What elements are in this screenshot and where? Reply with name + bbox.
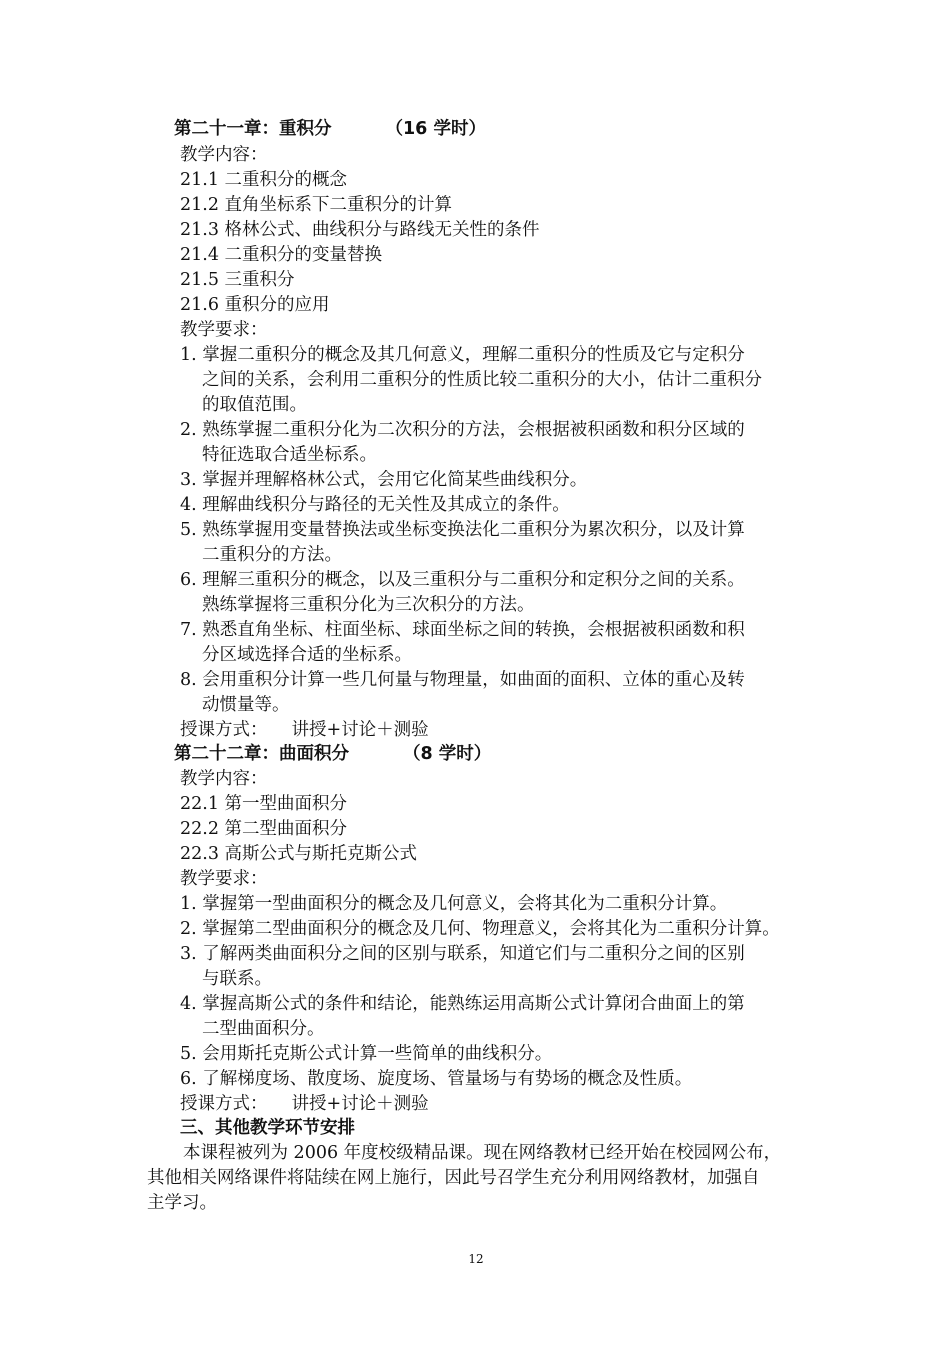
chapter-22-content-label: 教学内容： (180, 769, 268, 789)
requirement-line: 6. 了解梯度场、散度场、旋度场、管量场与有势场的概念及性质。 (180, 1069, 693, 1089)
paragraph-line: 其他相关网络课件将陆续在网上施行，因此号召学生充分利用网络教材，加强自 (147, 1168, 760, 1188)
requirement-line: 动惯量等。 (202, 695, 290, 715)
requirement-line: 与联系。 (202, 969, 272, 989)
requirement-line: 8. 会用重积分计算一些几何量与物理量，如曲面的面积、立体的重心及转 (180, 670, 745, 690)
requirement-line: 1. 掌握第一型曲面积分的概念及几何意义，会将其化为二重积分计算。 (180, 894, 728, 914)
section-item: 22.3 高斯公式与斯托克斯公式 (180, 844, 418, 864)
chapter-21-requirements-label: 教学要求： (180, 320, 268, 340)
chapter-21-heading (174, 117, 486, 141)
requirement-line: 3. 了解两类曲面积分之间的区别与联系，知道它们与二重积分之间的区别 (180, 944, 745, 964)
requirement-line: 2. 掌握第二型曲面积分的概念及几何、物理意义，会将其化为二重积分计算。 (180, 919, 780, 939)
section-3-heading: 三、其他教学环节安排 (180, 1118, 355, 1138)
requirement-line: 7. 熟悉直角坐标、柱面坐标、球面坐标之间的转换，会根据被积函数和积 (180, 620, 745, 640)
chapter-21-hours: （16 学时） (385, 119, 486, 139)
requirement-line: 4. 理解曲线积分与路径的无关性及其成立的条件。 (180, 495, 570, 515)
section-item: 21.3 格林公式、曲线积分与路线无关性的条件 (180, 220, 540, 240)
section-item: 21.2 直角坐标系下二重积分的计算 (180, 195, 453, 215)
requirement-line: 2. 熟练掌握二重积分化为二次积分的方法，会根据被积函数和积分区域的 (180, 420, 745, 440)
chapter-21-content-label: 教学内容： (180, 145, 268, 165)
chapter-22-hours: （8 学时） (403, 744, 492, 764)
section-item: 21.4 二重积分的变量替换 (180, 245, 383, 265)
section-item: 21.5 三重积分 (180, 270, 295, 290)
requirement-line: 1. 掌握二重积分的概念及其几何意义，理解二重积分的性质及它与定积分 (180, 345, 745, 365)
requirement-line: 4. 掌握高斯公式的条件和结论，能熟练运用高斯公式计算闭合曲面上的第 (180, 994, 745, 1014)
teaching-mode-value: 讲授+讨论＋测验 (291, 720, 429, 740)
requirement-line: 的取值范围。 (202, 395, 307, 415)
requirement-line: 5. 会用斯托克斯公式计算一些简单的曲线积分。 (180, 1044, 553, 1064)
section-item: 22.1 第一型曲面积分 (180, 794, 348, 814)
paragraph-line: 主学习。 (147, 1193, 217, 1213)
requirement-line: 二重积分的方法。 (202, 545, 342, 565)
requirement-line: 分区域选择合适的坐标系。 (202, 645, 412, 665)
section-item: 21.1 二重积分的概念 (180, 170, 348, 190)
teaching-mode-label: 授课方式： (180, 720, 268, 740)
teaching-mode-label: 授课方式： (180, 1094, 268, 1114)
requirement-line: 二型曲面积分。 (202, 1019, 325, 1039)
chapter-22-heading (174, 742, 491, 766)
chapter-21-teaching-mode (180, 718, 429, 742)
section-item: 22.2 第二型曲面积分 (180, 819, 348, 839)
requirement-line: 熟练掌握将三重积分化为三次积分的方法。 (202, 595, 535, 615)
chapter-22-requirements-label: 教学要求： (180, 869, 268, 889)
teaching-mode-value: 讲授+讨论＋测验 (291, 1094, 429, 1114)
requirement-line: 之间的关系，会利用二重积分的性质比较二重积分的大小，估计二重积分 (202, 370, 762, 390)
chapter-21-title: 第二十一章：重积分 (174, 119, 332, 139)
requirement-line: 特征选取合适坐标系。 (202, 445, 377, 465)
paragraph-line: 本课程被列为 2006 年度校级精品课。现在网络教材已经开始在校园网公布， (183, 1143, 782, 1163)
page-number: 12 (468, 1252, 484, 1266)
requirement-line: 3. 掌握并理解格林公式，会用它化简某些曲线积分。 (180, 470, 588, 490)
chapter-22-title: 第二十二章：曲面积分 (174, 744, 349, 764)
chapter-22-teaching-mode (180, 1092, 429, 1116)
requirement-line: 5. 熟练掌握用变量替换法或坐标变换法化二重积分为累次积分，以及计算 (180, 520, 745, 540)
section-item: 21.6 重积分的应用 (180, 295, 330, 315)
requirement-line: 6. 理解三重积分的概念，以及三重积分与二重积分和定积分之间的关系。 (180, 570, 745, 590)
